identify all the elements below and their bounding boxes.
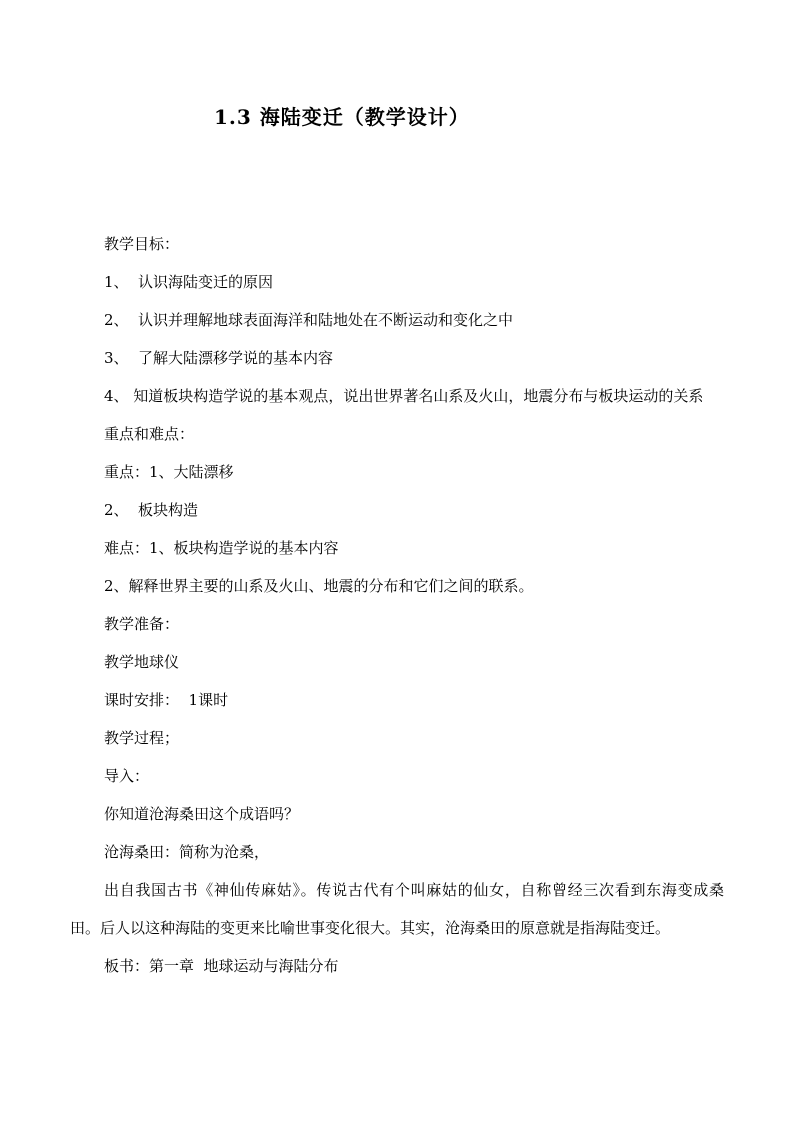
difficulty-2: 2、解释世界主要的山系及火山、地震的分布和它们之间的联系。 (104, 577, 534, 595)
idiom-definition: 沧海桑田：简称为沧桑， (104, 843, 270, 861)
process-heading: 教学过程； (104, 729, 180, 747)
objective-1-number: 1、 (104, 273, 129, 291)
objective-1 (70, 263, 724, 301)
key-point-2-text: 板块构造 (138, 501, 199, 519)
document-body (70, 225, 724, 985)
objective-2-text: 认识并理解地球表面海洋和陆地处在不断运动和变化之中 (138, 311, 514, 329)
key-points-heading: 重点和难点： (104, 425, 195, 443)
objective-2 (70, 301, 724, 339)
objective-4: 4、 知道板块构造学说的基本观点，说出世界著名山系及火山，地震分布与板块运动的关系 (104, 387, 704, 405)
key-point-2-number: 2、 (104, 501, 129, 519)
key-point-1: 重点：1、大陆漂移 (104, 463, 234, 481)
schedule: 课时安排： 1课时 (104, 691, 229, 709)
objective-1-text: 认识海陆变迁的原因 (138, 273, 274, 291)
document-title: 1.3 海陆变迁（教学设计） (214, 105, 470, 129)
difficulty-1: 难点：1、板块构造学说的基本内容 (104, 539, 339, 557)
objectives-heading: 教学目标： (104, 235, 180, 253)
board-writing: 板书：第一章 地球运动与海陆分布 (104, 957, 339, 975)
objective-3-text: 了解大陆漂移学说的基本内容 (138, 349, 334, 367)
preparation-heading: 教学准备： (104, 615, 180, 633)
idiom-story: 出自我国古书《神仙传麻姑》。传说古代有个叫麻姑的仙女，自称曾经三次看到东海变成桑田。后人以这种海陆的变更来比喻世事变化很大。其实，沧海桑田的原意就是指海陆变迁。 (70, 881, 724, 937)
intro-question: 你知道沧海桑田这个成语吗？ (104, 805, 300, 823)
objective-3 (70, 339, 724, 377)
preparation-item: 教学地球仪 (104, 653, 180, 671)
objective-3-number: 3、 (104, 349, 129, 367)
objective-2-number: 2、 (104, 311, 129, 329)
intro-heading: 导入： (104, 767, 150, 785)
key-point-2 (70, 491, 724, 529)
